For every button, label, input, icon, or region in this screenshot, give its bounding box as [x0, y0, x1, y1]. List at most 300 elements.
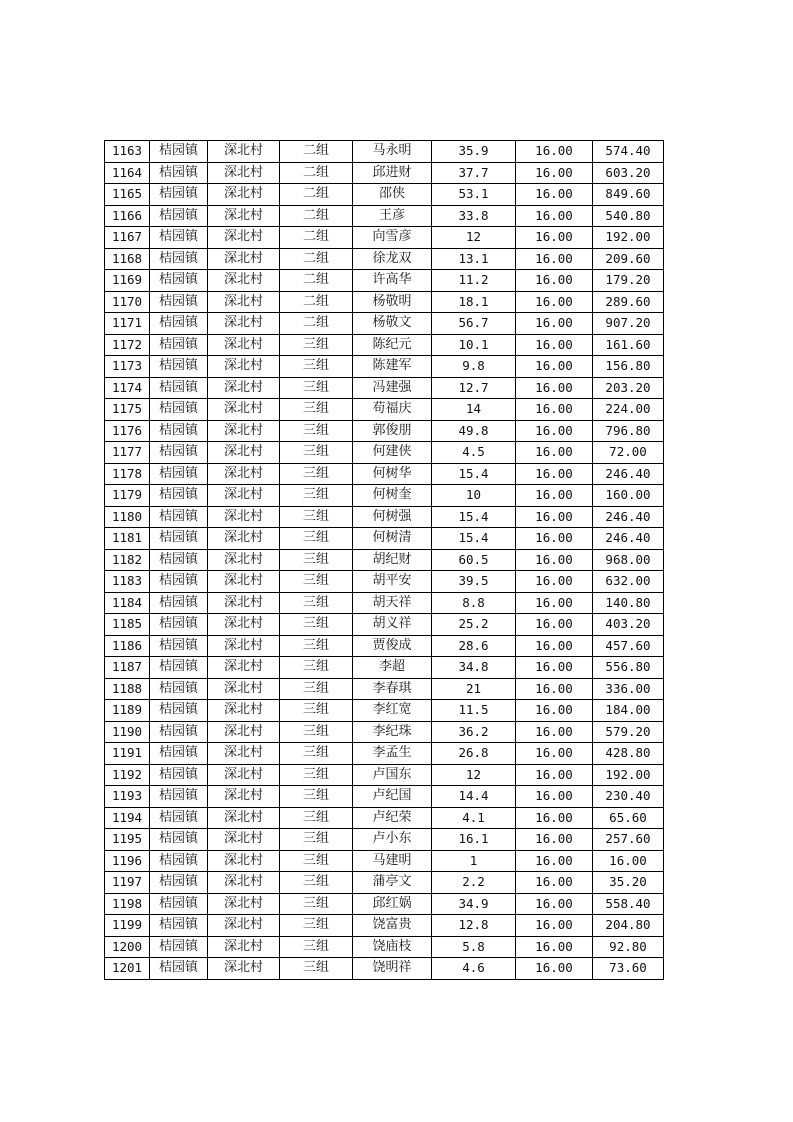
town-cell: 桔园镇 [150, 657, 208, 679]
amount-cell: 907.20 [593, 313, 664, 335]
rate-cell: 16.00 [516, 528, 593, 550]
table-row [105, 829, 664, 851]
village-cell: 深北村 [208, 721, 280, 743]
area-cell: 10.1 [432, 334, 516, 356]
area-cell: 33.8 [432, 205, 516, 227]
row-number-cell: 1194 [105, 807, 150, 829]
town-cell: 桔园镇 [150, 141, 208, 163]
area-cell: 28.6 [432, 635, 516, 657]
town-cell: 桔园镇 [150, 700, 208, 722]
area-cell: 5.8 [432, 936, 516, 958]
group-cell: 三组 [280, 334, 353, 356]
rate-cell: 16.00 [516, 743, 593, 765]
rate-cell: 16.00 [516, 936, 593, 958]
area-cell: 15.4 [432, 506, 516, 528]
town-cell: 桔园镇 [150, 485, 208, 507]
town-cell: 桔园镇 [150, 721, 208, 743]
amount-cell: 849.60 [593, 184, 664, 206]
amount-cell: 556.80 [593, 657, 664, 679]
name-cell: 郭俊朋 [353, 420, 432, 442]
row-number-cell: 1176 [105, 420, 150, 442]
amount-cell: 246.40 [593, 528, 664, 550]
rate-cell: 16.00 [516, 893, 593, 915]
table-row [105, 850, 664, 872]
village-cell: 深北村 [208, 162, 280, 184]
village-cell: 深北村 [208, 485, 280, 507]
row-number-cell: 1178 [105, 463, 150, 485]
area-cell: 21 [432, 678, 516, 700]
row-number-cell: 1177 [105, 442, 150, 464]
rate-cell: 16.00 [516, 657, 593, 679]
rate-cell: 16.00 [516, 786, 593, 808]
rate-cell: 16.00 [516, 162, 593, 184]
name-cell: 何建侠 [353, 442, 432, 464]
table-row [105, 678, 664, 700]
area-cell: 11.2 [432, 270, 516, 292]
group-cell: 三组 [280, 743, 353, 765]
village-cell: 深北村 [208, 850, 280, 872]
rate-cell: 16.00 [516, 420, 593, 442]
town-cell: 桔园镇 [150, 399, 208, 421]
amount-cell: 204.80 [593, 915, 664, 937]
group-cell: 三组 [280, 485, 353, 507]
amount-cell: 179.20 [593, 270, 664, 292]
town-cell: 桔园镇 [150, 872, 208, 894]
area-cell: 15.4 [432, 463, 516, 485]
amount-cell: 156.80 [593, 356, 664, 378]
area-cell: 34.9 [432, 893, 516, 915]
amount-cell: 603.20 [593, 162, 664, 184]
town-cell: 桔园镇 [150, 786, 208, 808]
rate-cell: 16.00 [516, 829, 593, 851]
table-row [105, 334, 664, 356]
row-number-cell: 1189 [105, 700, 150, 722]
table-row [105, 872, 664, 894]
area-cell: 10 [432, 485, 516, 507]
amount-cell: 632.00 [593, 571, 664, 593]
area-cell: 14 [432, 399, 516, 421]
row-number-cell: 1165 [105, 184, 150, 206]
name-cell: 马永明 [353, 141, 432, 163]
rate-cell: 16.00 [516, 399, 593, 421]
table-row [105, 549, 664, 571]
town-cell: 桔园镇 [150, 270, 208, 292]
group-cell: 三组 [280, 850, 353, 872]
row-number-cell: 1192 [105, 764, 150, 786]
village-cell: 深北村 [208, 936, 280, 958]
area-cell: 12 [432, 764, 516, 786]
table-row [105, 614, 664, 636]
area-cell: 35.9 [432, 141, 516, 163]
town-cell: 桔园镇 [150, 571, 208, 593]
name-cell: 苟福庆 [353, 399, 432, 421]
table-row [105, 356, 664, 378]
name-cell: 胡平安 [353, 571, 432, 593]
area-cell: 12 [432, 227, 516, 249]
group-cell: 三组 [280, 614, 353, 636]
amount-cell: 428.80 [593, 743, 664, 765]
amount-cell: 246.40 [593, 506, 664, 528]
amount-cell: 574.40 [593, 141, 664, 163]
area-cell: 4.5 [432, 442, 516, 464]
amount-cell: 140.80 [593, 592, 664, 614]
rate-cell: 16.00 [516, 141, 593, 163]
name-cell: 马建明 [353, 850, 432, 872]
table-row [105, 141, 664, 163]
village-cell: 深北村 [208, 700, 280, 722]
table-row [105, 743, 664, 765]
village-cell: 深北村 [208, 291, 280, 313]
table-row [105, 205, 664, 227]
table-row [105, 463, 664, 485]
town-cell: 桔园镇 [150, 313, 208, 335]
name-cell: 饶富贵 [353, 915, 432, 937]
village-cell: 深北村 [208, 872, 280, 894]
row-number-cell: 1169 [105, 270, 150, 292]
table-row [105, 936, 664, 958]
table-row [105, 721, 664, 743]
village-cell: 深北村 [208, 356, 280, 378]
group-cell: 三组 [280, 721, 353, 743]
rate-cell: 16.00 [516, 915, 593, 937]
group-cell: 二组 [280, 227, 353, 249]
name-cell: 贾俊成 [353, 635, 432, 657]
town-cell: 桔园镇 [150, 291, 208, 313]
town-cell: 桔园镇 [150, 829, 208, 851]
amount-cell: 457.60 [593, 635, 664, 657]
group-cell: 二组 [280, 248, 353, 270]
table-row [105, 291, 664, 313]
village-cell: 深北村 [208, 528, 280, 550]
amount-cell: 65.60 [593, 807, 664, 829]
town-cell: 桔园镇 [150, 614, 208, 636]
town-cell: 桔园镇 [150, 356, 208, 378]
village-cell: 深北村 [208, 141, 280, 163]
table-row [105, 657, 664, 679]
name-cell: 陈纪元 [353, 334, 432, 356]
row-number-cell: 1166 [105, 205, 150, 227]
rate-cell: 16.00 [516, 291, 593, 313]
group-cell: 三组 [280, 377, 353, 399]
amount-cell: 336.00 [593, 678, 664, 700]
group-cell: 二组 [280, 205, 353, 227]
row-number-cell: 1196 [105, 850, 150, 872]
amount-cell: 92.80 [593, 936, 664, 958]
town-cell: 桔园镇 [150, 162, 208, 184]
town-cell: 桔园镇 [150, 549, 208, 571]
village-cell: 深北村 [208, 915, 280, 937]
amount-cell: 230.40 [593, 786, 664, 808]
row-number-cell: 1191 [105, 743, 150, 765]
rate-cell: 16.00 [516, 614, 593, 636]
table-row [105, 958, 664, 980]
village-cell: 深北村 [208, 893, 280, 915]
table-row [105, 786, 664, 808]
village-cell: 深北村 [208, 829, 280, 851]
area-cell: 16.1 [432, 829, 516, 851]
table-row [105, 227, 664, 249]
row-number-cell: 1187 [105, 657, 150, 679]
name-cell: 邱红娲 [353, 893, 432, 915]
rate-cell: 16.00 [516, 872, 593, 894]
rate-cell: 16.00 [516, 592, 593, 614]
table-row [105, 248, 664, 270]
area-cell: 25.2 [432, 614, 516, 636]
town-cell: 桔园镇 [150, 850, 208, 872]
row-number-cell: 1193 [105, 786, 150, 808]
row-number-cell: 1200 [105, 936, 150, 958]
group-cell: 三组 [280, 786, 353, 808]
rate-cell: 16.00 [516, 270, 593, 292]
town-cell: 桔园镇 [150, 678, 208, 700]
name-cell: 饶庙枝 [353, 936, 432, 958]
area-cell: 4.1 [432, 807, 516, 829]
rate-cell: 16.00 [516, 485, 593, 507]
area-cell: 53.1 [432, 184, 516, 206]
amount-cell: 796.80 [593, 420, 664, 442]
area-cell: 34.8 [432, 657, 516, 679]
name-cell: 徐龙双 [353, 248, 432, 270]
row-number-cell: 1182 [105, 549, 150, 571]
row-number-cell: 1198 [105, 893, 150, 915]
rate-cell: 16.00 [516, 463, 593, 485]
village-cell: 深北村 [208, 463, 280, 485]
group-cell: 三组 [280, 356, 353, 378]
row-number-cell: 1172 [105, 334, 150, 356]
town-cell: 桔园镇 [150, 936, 208, 958]
row-number-cell: 1168 [105, 248, 150, 270]
amount-cell: 968.00 [593, 549, 664, 571]
table-row [105, 506, 664, 528]
table-row [105, 764, 664, 786]
table-row [105, 571, 664, 593]
name-cell: 何树奎 [353, 485, 432, 507]
table-row [105, 807, 664, 829]
village-cell: 深北村 [208, 205, 280, 227]
group-cell: 三组 [280, 807, 353, 829]
amount-cell: 403.20 [593, 614, 664, 636]
rate-cell: 16.00 [516, 334, 593, 356]
row-number-cell: 1171 [105, 313, 150, 335]
rate-cell: 16.00 [516, 506, 593, 528]
group-cell: 三组 [280, 872, 353, 894]
area-cell: 26.8 [432, 743, 516, 765]
town-cell: 桔园镇 [150, 958, 208, 980]
name-cell: 李孟生 [353, 743, 432, 765]
town-cell: 桔园镇 [150, 915, 208, 937]
town-cell: 桔园镇 [150, 764, 208, 786]
table-row [105, 184, 664, 206]
group-cell: 三组 [280, 700, 353, 722]
table-row [105, 528, 664, 550]
rate-cell: 16.00 [516, 678, 593, 700]
group-cell: 三组 [280, 528, 353, 550]
row-number-cell: 1167 [105, 227, 150, 249]
town-cell: 桔园镇 [150, 442, 208, 464]
row-number-cell: 1170 [105, 291, 150, 313]
data-table [104, 140, 664, 980]
amount-cell: 35.20 [593, 872, 664, 894]
town-cell: 桔园镇 [150, 205, 208, 227]
name-cell: 饶明祥 [353, 958, 432, 980]
group-cell: 三组 [280, 635, 353, 657]
group-cell: 二组 [280, 313, 353, 335]
name-cell: 卢纪荣 [353, 807, 432, 829]
amount-cell: 540.80 [593, 205, 664, 227]
rate-cell: 16.00 [516, 764, 593, 786]
village-cell: 深北村 [208, 313, 280, 335]
name-cell: 王彦 [353, 205, 432, 227]
row-number-cell: 1190 [105, 721, 150, 743]
group-cell: 三组 [280, 571, 353, 593]
town-cell: 桔园镇 [150, 248, 208, 270]
table-row [105, 915, 664, 937]
village-cell: 深北村 [208, 657, 280, 679]
amount-cell: 579.20 [593, 721, 664, 743]
village-cell: 深北村 [208, 334, 280, 356]
area-cell: 39.5 [432, 571, 516, 593]
name-cell: 卢小东 [353, 829, 432, 851]
village-cell: 深北村 [208, 442, 280, 464]
group-cell: 三组 [280, 936, 353, 958]
village-cell: 深北村 [208, 678, 280, 700]
name-cell: 冯建强 [353, 377, 432, 399]
area-cell: 9.8 [432, 356, 516, 378]
area-cell: 8.8 [432, 592, 516, 614]
name-cell: 邵侠 [353, 184, 432, 206]
name-cell: 何树清 [353, 528, 432, 550]
town-cell: 桔园镇 [150, 528, 208, 550]
village-cell: 深北村 [208, 184, 280, 206]
group-cell: 三组 [280, 399, 353, 421]
amount-cell: 289.60 [593, 291, 664, 313]
row-number-cell: 1174 [105, 377, 150, 399]
village-cell: 深北村 [208, 399, 280, 421]
town-cell: 桔园镇 [150, 592, 208, 614]
area-cell: 14.4 [432, 786, 516, 808]
amount-cell: 192.00 [593, 227, 664, 249]
amount-cell: 192.00 [593, 764, 664, 786]
amount-cell: 184.00 [593, 700, 664, 722]
rate-cell: 16.00 [516, 571, 593, 593]
row-number-cell: 1173 [105, 356, 150, 378]
rate-cell: 16.00 [516, 377, 593, 399]
rate-cell: 16.00 [516, 850, 593, 872]
name-cell: 何树华 [353, 463, 432, 485]
town-cell: 桔园镇 [150, 893, 208, 915]
village-cell: 深北村 [208, 614, 280, 636]
town-cell: 桔园镇 [150, 334, 208, 356]
village-cell: 深北村 [208, 506, 280, 528]
area-cell: 36.2 [432, 721, 516, 743]
row-number-cell: 1197 [105, 872, 150, 894]
village-cell: 深北村 [208, 248, 280, 270]
rate-cell: 16.00 [516, 248, 593, 270]
group-cell: 三组 [280, 420, 353, 442]
area-cell: 60.5 [432, 549, 516, 571]
name-cell: 陈建军 [353, 356, 432, 378]
group-cell: 三组 [280, 463, 353, 485]
village-cell: 深北村 [208, 764, 280, 786]
group-cell: 三组 [280, 657, 353, 679]
town-cell: 桔园镇 [150, 463, 208, 485]
village-cell: 深北村 [208, 571, 280, 593]
group-cell: 三组 [280, 915, 353, 937]
amount-cell: 160.00 [593, 485, 664, 507]
town-cell: 桔园镇 [150, 506, 208, 528]
table-row [105, 399, 664, 421]
rate-cell: 16.00 [516, 227, 593, 249]
name-cell: 李红宽 [353, 700, 432, 722]
area-cell: 18.1 [432, 291, 516, 313]
village-cell: 深北村 [208, 420, 280, 442]
table-row [105, 700, 664, 722]
rate-cell: 16.00 [516, 635, 593, 657]
area-cell: 2.2 [432, 872, 516, 894]
group-cell: 三组 [280, 442, 353, 464]
row-number-cell: 1184 [105, 592, 150, 614]
village-cell: 深北村 [208, 549, 280, 571]
area-cell: 37.7 [432, 162, 516, 184]
amount-cell: 73.60 [593, 958, 664, 980]
name-cell: 许高华 [353, 270, 432, 292]
group-cell: 三组 [280, 764, 353, 786]
name-cell: 卢国东 [353, 764, 432, 786]
group-cell: 二组 [280, 162, 353, 184]
area-cell: 12.8 [432, 915, 516, 937]
rate-cell: 16.00 [516, 700, 593, 722]
area-cell: 56.7 [432, 313, 516, 335]
table-row [105, 485, 664, 507]
amount-cell: 246.40 [593, 463, 664, 485]
table-body [105, 141, 664, 980]
area-cell: 49.8 [432, 420, 516, 442]
name-cell: 杨敬明 [353, 291, 432, 313]
area-cell: 12.7 [432, 377, 516, 399]
rate-cell: 16.00 [516, 205, 593, 227]
name-cell: 胡天祥 [353, 592, 432, 614]
village-cell: 深北村 [208, 635, 280, 657]
name-cell: 李超 [353, 657, 432, 679]
table-row [105, 377, 664, 399]
village-cell: 深北村 [208, 592, 280, 614]
village-cell: 深北村 [208, 786, 280, 808]
table-row [105, 635, 664, 657]
name-cell: 邱进财 [353, 162, 432, 184]
group-cell: 三组 [280, 549, 353, 571]
row-number-cell: 1185 [105, 614, 150, 636]
name-cell: 卢纪国 [353, 786, 432, 808]
group-cell: 三组 [280, 592, 353, 614]
amount-cell: 161.60 [593, 334, 664, 356]
row-number-cell: 1179 [105, 485, 150, 507]
table-row [105, 592, 664, 614]
rate-cell: 16.00 [516, 356, 593, 378]
table-row [105, 162, 664, 184]
town-cell: 桔园镇 [150, 184, 208, 206]
name-cell: 胡纪财 [353, 549, 432, 571]
table-row [105, 313, 664, 335]
amount-cell: 16.00 [593, 850, 664, 872]
row-number-cell: 1183 [105, 571, 150, 593]
rate-cell: 16.00 [516, 442, 593, 464]
area-cell: 11.5 [432, 700, 516, 722]
rate-cell: 16.00 [516, 184, 593, 206]
area-cell: 13.1 [432, 248, 516, 270]
group-cell: 二组 [280, 291, 353, 313]
village-cell: 深北村 [208, 958, 280, 980]
row-number-cell: 1181 [105, 528, 150, 550]
